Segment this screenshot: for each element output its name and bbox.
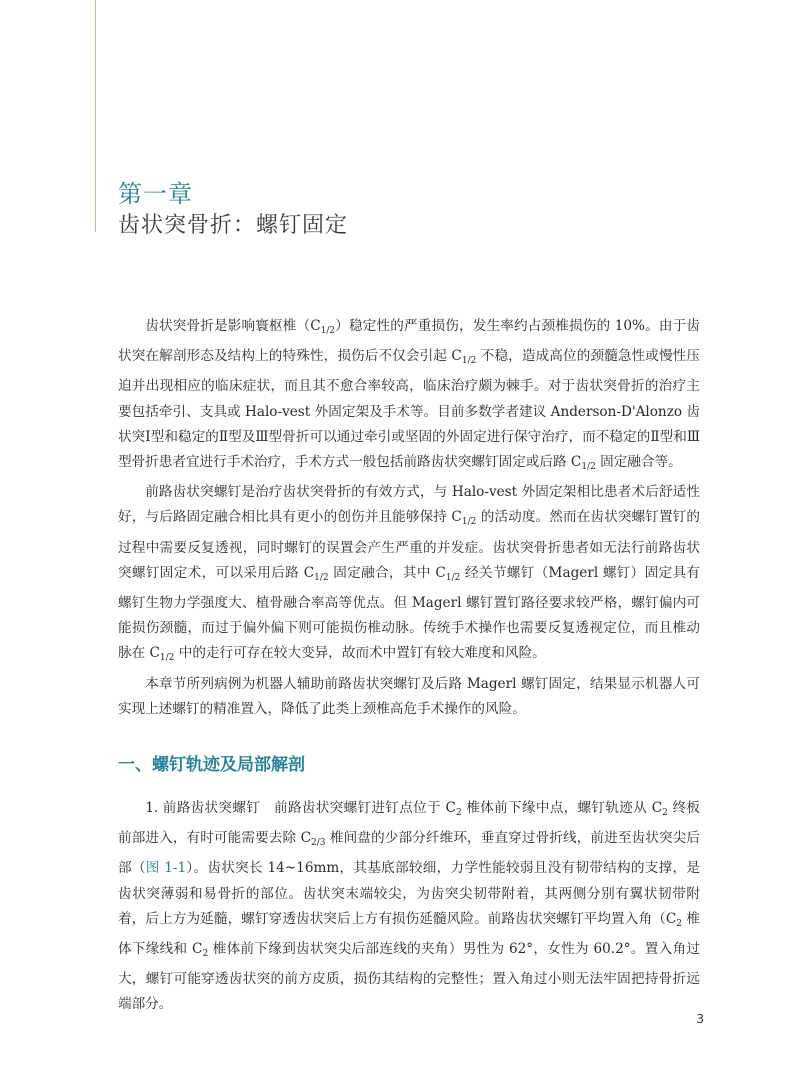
intro-paragraph-3: 本章节所列病例为机器人辅助前路齿状突螺钉及后路 Magerl 螺钉固定，结果显示机器人可实现上述螺钉的精准置入，降低了此类上颈椎高危手术操作的风险。 (118, 675, 700, 717)
figure-reference-link[interactable]: 图 1-1 (145, 860, 187, 877)
intro-paragraph-1: 齿状突骨折是影响寰枢椎$(C_{1/2})$稳定性的严重损伤，发生率约占颈椎损伤的 10%。由于齿状突在解剖形态及结构上的特殊性，损伤后不仅会引起 $C_{1/2}$ 不稳，造成高位的颈髓急性或慢性压迫并出现相应的临床症状，而且其不愈合率较高，临床治疗颇为棘手。对于齿状突骨折的治疗主要包括牵引、支具或 Halo-vest 外固定架及手术等。目前多数学者建议 Anderson-D'Alonzo 齿状突Ⅰ型和稳定的Ⅱ型及Ⅲ型骨折可以通过牵引或坚固的外固定进行保守治疗，而不稳定的Ⅱ型和Ⅲ型骨折患者宜进行手术治疗，手术方式一般包括前路齿状突螺钉固定或后路 $C_{1/2}$ 固定融合等。 (118, 318, 700, 473)
section-paragraph-1: 1. 前路齿状突螺钉 前路齿状突螺钉进钉点位于 $C_2$ 椎体前下缘中点，螺钉轨迹从 $C_2$ 终板前部进入，有时可能需要去除 $C_{2/3}$ 椎间盘的少部分纤维环，垂直穿过骨折线，前进至齿状突尖后部（图 1-1）。齿状突长 14~16mm，其基底部较细，力学性能较弱且没有韧带结构的支撑，是齿状突薄弱和易骨折的部位。齿状突末端较尖，为齿突尖韧带附着，其两侧分别有翼状韧带附着，后上方为延髓，螺钉穿透齿状突后上方有损伤延髓风险。前路齿状突螺钉平均置入角（$C_2$ 椎体下缘线和 $C_2$ 椎体前下缘到齿状突尖后部连线的夹角）男性为 62°，女性为 60.2°。置入角过大，螺钉可能穿透齿状突的前方皮质，损伤其结构的完整性；置入角过小则无法牢固把持骨折远端部分。 (118, 800, 701, 1013)
chapter-number: 第一章 (118, 180, 193, 208)
margin-rule (95, 0, 96, 232)
section-text (118, 796, 700, 1018)
intro-paragraph-2: 前路齿状突螺钉是治疗齿状突骨折的有效方式，与 Halo-vest 外固定架相比患者术后舒适性好，与后路固定融合相比具有更小的创伤并且能够保持 $C_{1/2}$ 的活动度。然而在齿状突螺钉置钉的过程中需要反复透视，同时螺钉的误置会产生严重的并发症。齿状突骨折患者如无法行前路齿状突螺钉固定术，可以采用后路 $C_{1/2}$ 固定融合，其中 $C_{1/2}$ 经关节螺钉（Magerl 螺钉）固定具有螺钉生物力学强度大、植骨融合率高等优点。但 Magerl 螺钉置钉路径要求较严格，螺钉偏内可能损伤颈髓，而过于偏外偏下则可能损伤椎动脉。传统手术操作也需要反复透视定位，而且椎动脉在 $C_{1/2}$ 中的走行可存在较大变异，故而术中置钉有较大难度和风险。 (118, 484, 700, 664)
chapter-title: 齿状突骨折：螺钉固定 (118, 213, 349, 238)
intro-text (118, 314, 700, 722)
page-number: 3 (696, 1012, 704, 1026)
section-heading: 一、螺钉轨迹及局部解剖 (118, 755, 305, 775)
